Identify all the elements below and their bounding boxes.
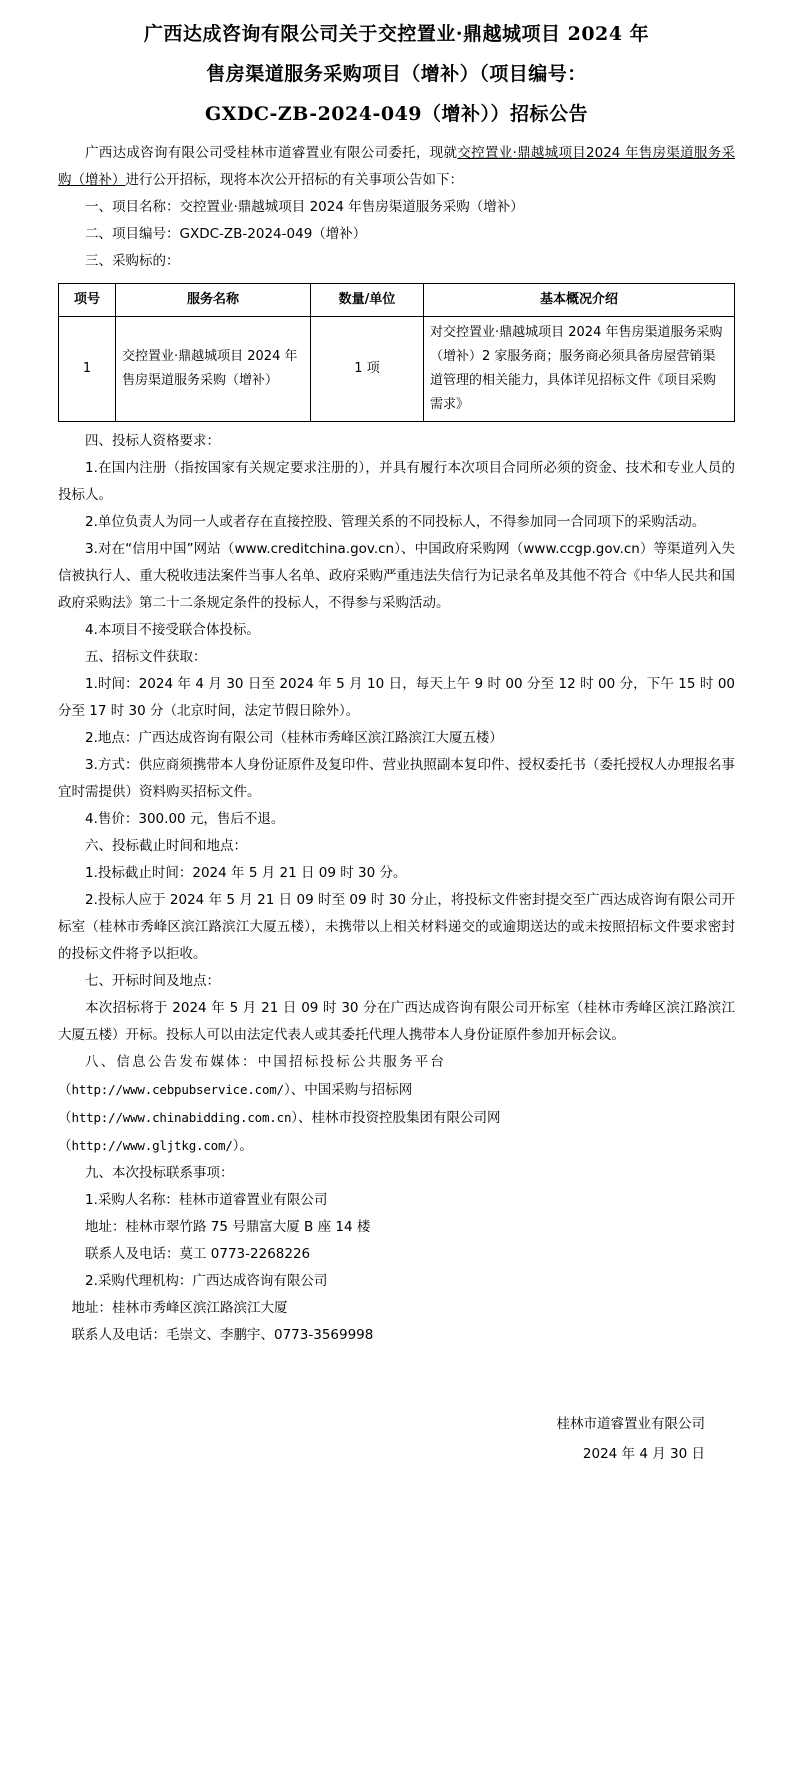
signature-date: 2024 年 4 月 30 日 bbox=[582, 1446, 705, 1462]
intro-part-2: 进行公开招标，现将本次公开招标的有关事项公告如下： bbox=[125, 172, 463, 188]
media-heading: 八、信息公告发布媒体：中国招标投标公共服务平台 bbox=[85, 1054, 447, 1070]
qualification-item-2: 2.单位负责人为同一人或者存在直接控股、管理关系的不同投标人，不得参加同一合同项下的采购活动。 bbox=[85, 514, 706, 530]
media-paren-close-3: ）。 bbox=[232, 1138, 253, 1154]
table-header-desc: 基本概况介绍 bbox=[424, 284, 735, 317]
title-line-1: 广西达成咨询有限公司关于交控置业·鼎越城项目 2024 年 bbox=[143, 23, 650, 45]
deadline-submission: 2.投标人应于 2024 年 5 月 21 日 09 时至 09 时 30 分止，将投标文件密封提交至广西达成咨询有限公司开标室（桂林市秀峰区滨江路滨江大厦五楼），未携带以上相关材料递交的或逾期送达的或未按照招标文件要求密封的投标文件将予以拒收。 bbox=[58, 892, 735, 962]
deadline-time: 1.投标截止时间：2024 年 5 月 21 日 09 时 30 分。 bbox=[85, 865, 407, 881]
media-line-3 bbox=[58, 1104, 735, 1132]
deadline-heading: 六、投标截止时间和地点： bbox=[85, 838, 247, 854]
table-header-qty: 数量/单位 bbox=[311, 284, 424, 317]
signature-block bbox=[58, 1409, 735, 1469]
contacts-buyer-phone: 联系人及电话：莫工 0773-2268226 bbox=[85, 1246, 311, 1262]
intro-underline-1: 交控置业·鼎越城项目 bbox=[457, 145, 587, 161]
signature-company: 桂林市道睿置业有限公司 bbox=[556, 1416, 705, 1432]
cell-name: 交控置业·鼎越城项目 2024 年售房渠道服务采购（增补） bbox=[116, 317, 311, 422]
media-paren-open-3: （ bbox=[58, 1138, 72, 1154]
table-header-no: 项号 bbox=[59, 284, 116, 317]
documents-time: 1.时间：2024 年 4 月 30 日至 2024 年 5 月 10 日，每天上午 9 时 00 分至 12 时 00 分，下午 15 时 00 分至 17 时 30 分（北京时间，法定节假日除外）。 bbox=[58, 676, 735, 719]
title-line-3: GXDC-ZB-2024-049（增补））招标公告 bbox=[204, 103, 589, 125]
intro-underline-2: 2024 年售房渠道服务采购（增补） bbox=[58, 145, 735, 188]
intro-part-1: 广西达成咨询有限公司受桂林市道睿置业有限公司委托，现就 bbox=[85, 145, 458, 161]
item-purchase-target: 三、采购标的： bbox=[85, 253, 180, 269]
contacts-agent-address: 地址：桂林市秀峰区滨江路滨江大厦 bbox=[71, 1300, 288, 1316]
purchase-table bbox=[58, 283, 735, 422]
cell-qty: 1 项 bbox=[311, 317, 424, 422]
opening-detail: 本次招标将于 2024 年 5 月 21 日 09 时 30 分在广西达成咨询有限公司开标室（桂林市秀峰区滨江路滨江大厦五楼）开标。投标人可以由法定代表人或其委托代理人携带本人身份证原件参加开标会议。 bbox=[58, 1000, 735, 1043]
qualification-item-3: 3.对在“信用中国”网站（www.creditchina.gov.cn）、中国政府采购网（www.ccgp.gov.cn）等渠道列入失信被执行人、重大税收违法案件当事人名单、政府采购严重违法失信行为记录名单及其他不符合《中华人民共和国政府采购法》第二十二条规定条件的投标人，不得参与采购活动。 bbox=[58, 541, 735, 611]
item-project-name: 一、项目名称：交控置业·鼎越城项目 2024 年售房渠道服务采购（增补） bbox=[85, 199, 524, 215]
media-paren-open-1: （ bbox=[58, 1082, 72, 1098]
cell-no: 1 bbox=[59, 317, 116, 422]
intro-paragraph bbox=[58, 140, 735, 194]
qualification-item-1: 1.在国内注册（指按国家有关规定要求注册的），并具有履行本次项目合同所必须的资金、技术和专业人员的投标人。 bbox=[58, 460, 735, 503]
media-url-cebpubservice: http://www.cebpubservice.com/ bbox=[71, 1082, 284, 1097]
documents-price: 4.售价：300.00 元，售后不退。 bbox=[85, 811, 285, 827]
cell-desc: 对交控置业·鼎越城项目 2024 年售房渠道服务采购（增补）2 家服务商；服务商必须具备房屋营销渠道管理的相关能力，具体详见招标文件《项目采购需求》 bbox=[424, 317, 735, 422]
contacts-heading: 九、本次投标联系事项： bbox=[85, 1165, 234, 1181]
table-row bbox=[59, 317, 735, 422]
contacts-buyer-name: 1.采购人名称：桂林市道睿置业有限公司 bbox=[85, 1192, 328, 1208]
documents-place: 2.地点：广西达成咨询有限公司（桂林市秀峰区滨江路滨江大厦五楼） bbox=[85, 730, 503, 746]
media-line-2 bbox=[58, 1076, 735, 1104]
page-title bbox=[58, 14, 735, 134]
media-url-gljtkg: http://www.gljtkg.com/ bbox=[71, 1138, 233, 1153]
table-header-row bbox=[59, 284, 735, 317]
media-mid-2: ）、桂林市投资控股集团有限公司网 bbox=[291, 1110, 501, 1126]
qualification-heading: 四、投标人资格要求： bbox=[85, 433, 220, 449]
contacts-agent-name: 2.采购代理机构：广西达成咨询有限公司 bbox=[85, 1273, 328, 1289]
contacts-agent-phone: 联系人及电话：毛崇文、李鹏宇、0773-3569998 bbox=[71, 1327, 374, 1343]
item-project-code: 二、项目编号：GXDC-ZB-2024-049（增补） bbox=[85, 226, 367, 242]
opening-heading: 七、开标时间及地点： bbox=[85, 973, 220, 989]
media-line-4 bbox=[58, 1132, 735, 1160]
contacts-buyer-address: 地址：桂林市翠竹路 75 号鼎富大厦 B 座 14 楼 bbox=[85, 1219, 371, 1235]
table-header-name: 服务名称 bbox=[116, 284, 311, 317]
media-mid-1: ）、中国采购与招标网 bbox=[283, 1082, 413, 1098]
qualification-item-4: 4.本项目不接受联合体投标。 bbox=[85, 622, 260, 638]
title-line-2: 售房渠道服务采购项目（增补）（项目编号： bbox=[206, 63, 587, 85]
media-paren-open-2: （ bbox=[58, 1110, 72, 1126]
documents-heading: 五、招标文件获取： bbox=[85, 649, 207, 665]
documents-method: 3.方式：供应商须携带本人身份证原件及复印件、营业执照副本复印件、授权委托书（委托授权人办理报名事宜时需提供）资料购买招标文件。 bbox=[58, 757, 735, 800]
media-url-chinabidding: http://www.chinabidding.com.cn bbox=[71, 1110, 292, 1125]
